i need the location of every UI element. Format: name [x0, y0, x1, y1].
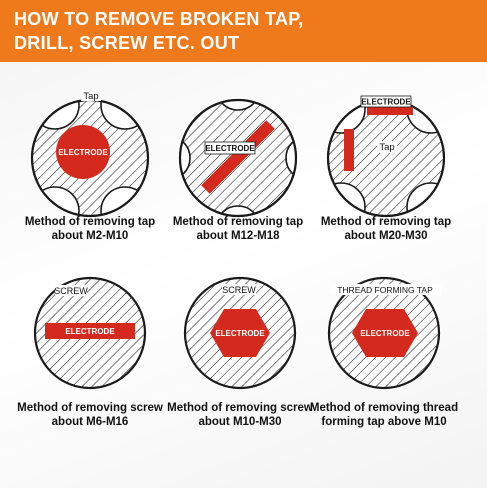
diagram-caption: Method of removing tap about M12-M18	[172, 216, 304, 242]
diagram-screw-m6-m16	[15, 275, 165, 455]
header-banner	[0, 0, 487, 62]
header-title-line-1: HOW TO REMOVE BROKEN TAP,	[14, 9, 304, 29]
diagram-thread-forming-tap	[309, 275, 459, 455]
electrode-label: ELECTRODE	[215, 329, 265, 338]
diagram-caption: Method of removing thread forming tap above M10	[309, 402, 459, 428]
electrode-label: ELECTRODE	[205, 144, 255, 153]
tap-cross-section-3	[311, 83, 461, 233]
screw-label: SCREW	[222, 285, 256, 295]
diagram-screw-m10-m30	[165, 275, 315, 455]
diagram-caption: Method of removing tap about M2-M10	[24, 216, 156, 242]
screw-label: SCREW	[54, 286, 88, 296]
tap-cross-section-1	[15, 83, 165, 233]
electrode-shape-top	[367, 107, 413, 115]
thread-forming-tap-label: THREAD FORMING TAP	[337, 285, 433, 295]
electrode-label: ELECTRODE	[360, 329, 410, 338]
diagram-tap-m20-m30	[311, 83, 461, 263]
header-title-line-2: DRILL, SCREW ETC. OUT	[14, 33, 240, 53]
diagram-tap-m12-m18	[163, 83, 313, 263]
diagram-tap-m2-m10	[15, 83, 165, 263]
electrode-label: ELECTRODE	[58, 148, 108, 157]
diagram-caption: Method of removing screw about M6-M16	[17, 402, 163, 428]
tap-label: Tap	[83, 91, 99, 102]
diagram-caption: Method of removing screw about M10-M30	[167, 402, 313, 428]
diagram-caption: Method of removing tap about M20-M30	[320, 216, 452, 242]
tap-cross-section-2	[163, 83, 313, 233]
electrode-label: ELECTRODE	[65, 327, 115, 336]
electrode-shape-side	[344, 129, 354, 171]
tap-label: Tap	[379, 142, 395, 153]
electrode-label: ELECTRODE	[361, 97, 411, 107]
